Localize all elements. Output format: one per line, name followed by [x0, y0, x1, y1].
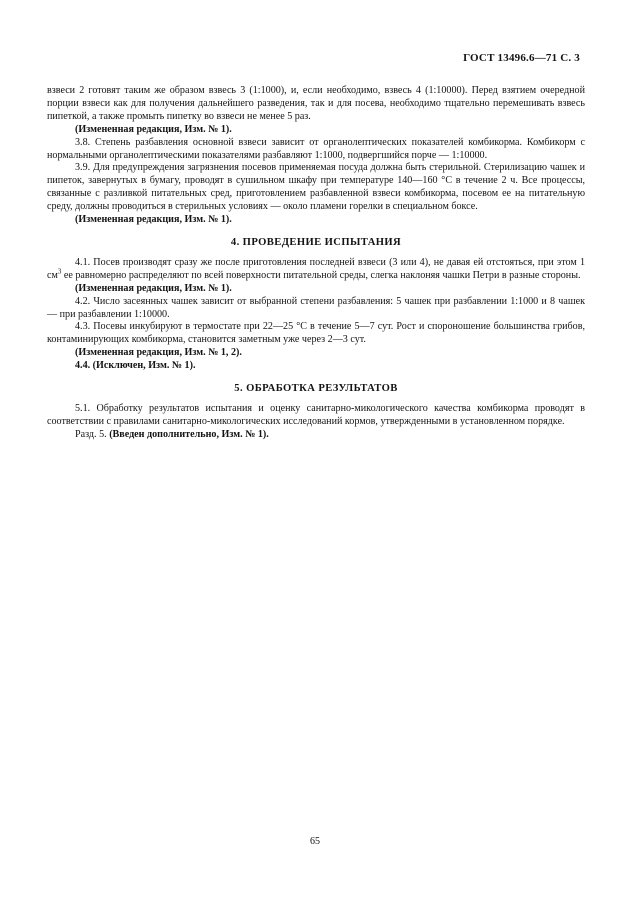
section-heading-4: 4. ПРОВЕДЕНИЕ ИСПЫТАНИЯ — [230, 236, 402, 248]
paragraph-3-8: 3.8. Степень разбавления основной взвеси зависит от органолептических показателей комбикорма. Комбикорм с нормальными органолептическими показателями разбавляют 1:1000, подвергшийся порче — 1:10000. — [47, 136, 585, 161]
paragraph-4-2: 4.2. Число засеянных чашек зависит от выбранной степени разбавления: 5 чашек при разбавлении 1:1000 и 8 чашек — при разбавлении 1:10000. — [47, 295, 585, 320]
superscript-3: 3 — [57, 267, 62, 276]
paragraph-4-1 — [47, 257, 585, 283]
paragraph-4-1-text-end: ее равномерно распределяют по всей поверхности питательной среды, слегка наклоняя чашки Петри в разные стороны. — [61, 269, 581, 281]
section-5-note-prefix: Разд. 5. — [75, 428, 110, 440]
paragraph-5-1: 5.1. Обработку результатов испытания и оценку санитарно-микологического качества комбикорма проводят в соответствии с правилами санитарно-микологических исследований кормов, утвержденными в установленном порядке. — [47, 402, 585, 427]
amendment-note: (Измененная редакция, Изм. № 1). — [75, 214, 232, 226]
paragraph-4-1-text-start: 4.1. Посев производят сразу же после приготовления последней взвеси (3 или 4), не давая ей отстояться, при этом 1 см — [47, 256, 585, 281]
page-header: ГОСТ 13496.6—71 С. 3 — [463, 52, 580, 64]
document-body — [47, 85, 585, 442]
section-heading-5: 5. ОБРАБОТКА РЕЗУЛЬТАТОВ — [234, 383, 398, 395]
section-5-note — [47, 429, 585, 442]
section-5-note-text: (Введен дополнительно, Изм. № 1). — [109, 428, 269, 440]
page-number: 65 — [310, 836, 320, 847]
paragraph-3-9: 3.9. Для предупреждения загрязнения посевов применяемая посуда должна быть стерильной. Стерилизацию чашек и пипеток, завернутых в бумагу, проводят в сушильном шкафу при температуре 140—160 °С в течение 2 ч. Все процессы, связанные с разливкой питательных сред, приготовлением разбавленной взвеси комбикорма, посевом ее на питательную среду, должны проводиться в стерильных условиях — около пламени горелки в специальном боксе. — [47, 162, 585, 213]
paragraph-4-4: 4.4. (Исключен, Изм. № 1). — [75, 360, 196, 372]
amendment-note: (Измененная редакция, Изм. № 1, 2). — [75, 347, 242, 359]
amendment-note: (Измененная редакция, Изм. № 1). — [75, 282, 232, 294]
paragraph-4-3: 4.3. Посевы инкубируют в термостате при 22—25 °С в течение 5—7 сут. Рост и спороношение большинства грибов, контаминирующих комбикорма, становится заметным уже через 2—3 сут. — [47, 321, 585, 346]
paragraph-3-7-continued: взвеси 2 готовят таким же образом взвесь 3 (1:1000), и, если необходимо, взвесь 4 (1:10000). Перед взятием очередной порции взвеси как для получения дальнейшего разведения, так и для посева, необходимо тщательно перемешивать взвесь пипеткой, а также промыть пипетку во взвеси не менее 5 раз. — [47, 85, 585, 122]
amendment-note: (Измененная редакция, Изм. № 1). — [75, 123, 232, 135]
